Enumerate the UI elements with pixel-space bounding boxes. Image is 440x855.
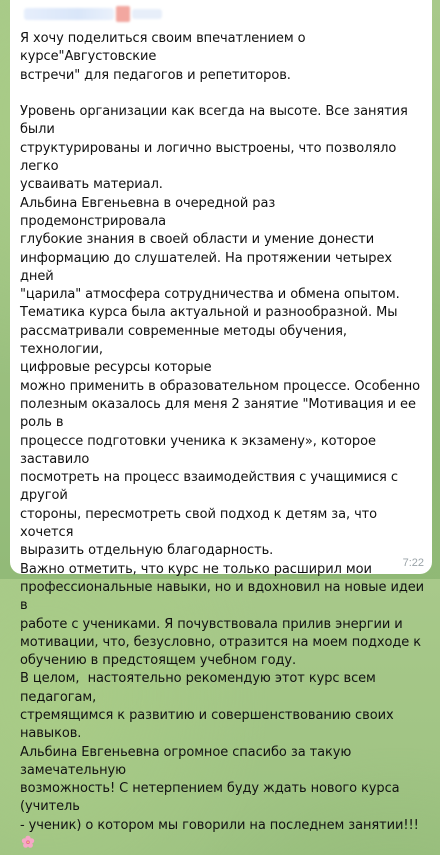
redacted-name-block bbox=[24, 8, 114, 20]
message-bubble[interactable] bbox=[10, 0, 432, 833]
sender-name-redacted[interactable] bbox=[24, 6, 162, 22]
cherry-blossom-icon bbox=[21, 835, 35, 849]
message-body: Я хочу поделиться своим впечатлением о курсе"Августовские встречи" для педагогов и репетиторов. Уровень организации как всегда на высоте. Все занятия были структурированы и логично выстроены, что позволяло легко усваивать материал. Альбина Евгеньевна в очередной раз продемонстрировала глубокие знания в своей области и умение донести информацию до слушателей. На протяжении четырех дней "царила" атмосфера сотрудничества и обмена опытом. Тематика курса была актуальной и разнообразной. Мы рассматривали современные методы обучения, технологии, цифровые ресурсы которые можно применить в образовательном процессе. Особенно полезным оказалось для меня 2 занятие "Мотивация и ее роль в процессе подготовки ученика к экзамену», которое заставило посмотреть на процесс взаимодействия с учащимися с другой стороны, пересмотреть свой подход к детям за, что хочется выразить отдельную благодарность. Важно отметить, что курс не только расширил мои профессиональные навыки, но и вдохновил на новые идеи в работе с учениками. Я почувствовала прилив энергии и мотивации, что, безусловно, отразится на моем подходе к обучению в предстоящем учебном году. В целом, настоятельно рекомендую этот курс всем педагогам, стремящимся к развитию и совершенствованию своих навыков. Альбина Евгеньевна огромное спасибо за такую замечательную возможность! С нетерпением буду ждать нового курса (учитель - ученик) о котором мы говорили на последнем занятии!!! bbox=[20, 31, 425, 833]
redacted-name-block-2 bbox=[132, 9, 162, 19]
message-text bbox=[20, 30, 425, 853]
redacted-name-accent bbox=[116, 6, 130, 22]
message-timestamp: 7:22 bbox=[402, 557, 424, 569]
